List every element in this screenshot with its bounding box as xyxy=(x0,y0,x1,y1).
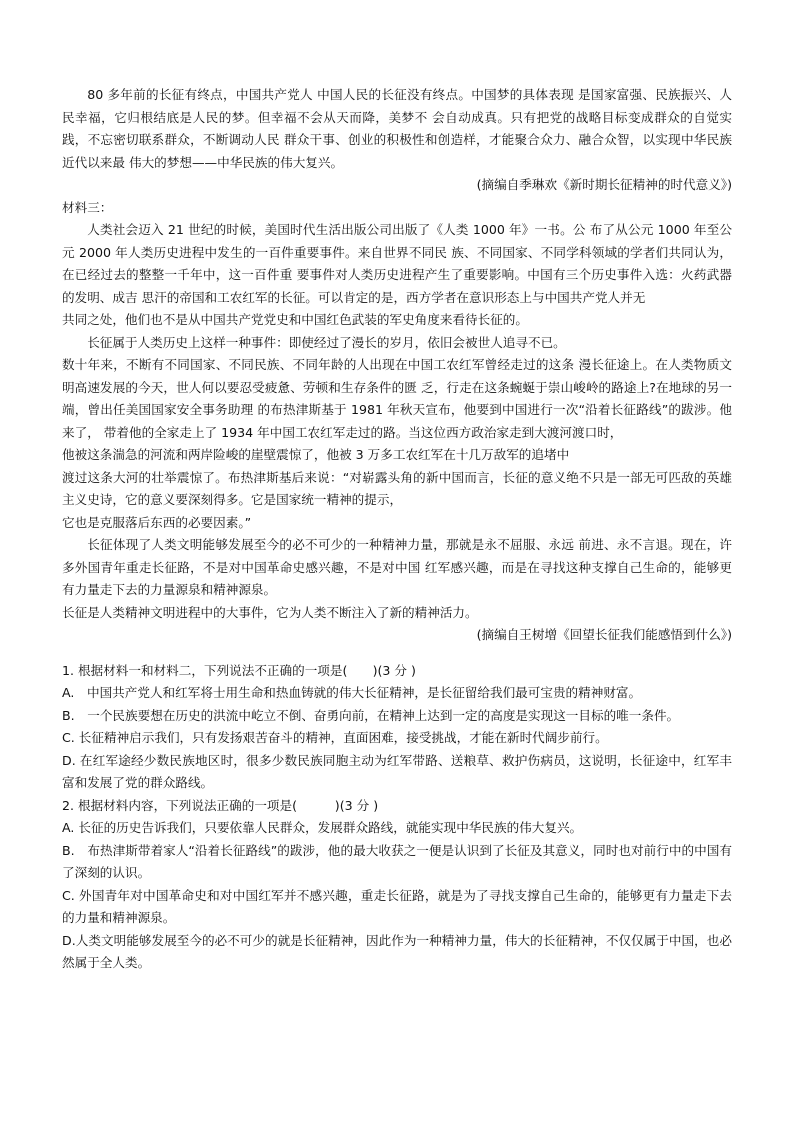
question-1 xyxy=(62,660,732,795)
section-gap xyxy=(62,647,732,660)
source-citation-2: (摘编自王树增《回望长征我们能感悟到什么》) xyxy=(476,627,732,642)
question-option-b: B. 一个民族要想在历史的洪流中屹立不倒、奋勇向前，在精神上达到一定的高度是实现这一目标的唯一条件。 xyxy=(62,707,680,723)
source-citation-1: (摘编自季琳欢《新时期长征精神的时代意义》) xyxy=(476,177,732,192)
material-three-heading: 材料三： xyxy=(62,199,113,215)
paragraph-brzezinski: 数十年来，不断有不同国家、不同民族、不同年龄的人出现在中国工农红军曾经走过的这条 漫长征途上。在人类物质文明高速发展的今天，世人何以要忍受疲惫、劳顿和生存条件的匮 乏，行走在这条蜿蜒于崇山峻岭的路途上?在地球的另一端，曾出任美国国家安全事务助理 的布热津斯基于 1981 年秋天宣布，他要到中国进行一次“沿着长征路线”的跋涉。他来了， 带着他的全家走上了 1934 年中国工农红军走过的路。当这位西方政治家走到大渡河渡口时， xyxy=(62,357,732,440)
question-option-a: A. 中国共产党人和红军将士用生命和热血铸就的伟大长征精神，是长征留给我们最可宝贵的精神财富。 xyxy=(62,685,642,700)
question-option-a: A. 长征的历史告诉我们，只要依靠人民群众，发展群众路线，就能实现中华民族的伟大复兴。 xyxy=(62,820,583,835)
paragraph-long-march-event: 长征属于人类历史上这样一种事件：即使经过了漫长的岁月，依旧会被世人追寻不已。 xyxy=(87,334,566,350)
paragraph-quote-end: 它也是克服落后东西的必要因素。” xyxy=(62,514,252,530)
question-option-d: D.人类文明能够发展至今的必不可少的就是长征精神，因此作为一种精神力量，伟大的长征精神，不仅仅属于中国，也必然属于全人类。 xyxy=(62,932,732,970)
document-page xyxy=(62,84,732,975)
paragraph-material-two-end: 80 多年前的长征有终点，中国共产党人 中国人民的长征没有终点。中国梦的具体表现 是国家富强、民族振兴、人民幸福，它归根结底是人民的梦。但幸福不会从天而降，美梦不 会自动成真。只有把党的战略目标变成群众的自觉实践，不忘密切联系群众，不断调动人民 群众干事、创业的积极性和创造样，才能聚合众力、融合众智，以实现中华民族近代以来最 伟大的梦想——中华民族的伟大复兴。 xyxy=(62,87,732,170)
question-option-b: B. 布热津斯带着家人“沿着长征路线”的跋涉，他的最大收获之一便是认识到了长征及其意义，同时也对前行中的中国有了深刻的认识。 xyxy=(62,842,732,880)
question-2 xyxy=(62,795,732,975)
paragraph-spirit: 长征体现了人类文明能够发展至今的必不可少的一种精神力量，那就是永不屈服、永远 前进、永不言退。现在，许多外国青年重走长征路，不是对中国革命史感兴趣，不是对中国 红军感兴趣，而是在寻找这种支撑自己生命的，能够更有力量走下去的力量源泉和精神源泉。 xyxy=(62,537,732,597)
paragraph-1000-years: 人类社会迈入 21 世纪的时候，美国时代生活出版公司出版了《人类 1000 年》一书。公 布了从公元 1000 年至公元 2000 年人类历史进程中发生的一百件重要事件。来自世界不同民 族、不同国家、不同学科领域的学者们共同认为，在已经过去的整整一千年中，这一百件重 要事件对人类历史进程产生了重要影响。中国有三个历史事件入选：火药武器的发明、成吉 思汗的帝国和工农红军的长征。可以肯定的是，西方学者在意识形态上与中国共产党人并无 xyxy=(62,222,732,305)
paragraph-quote: 渡过这条大河的壮举震惊了。布热津斯基后来说：“对崭露头角的新中国而言，长征的意义绝不只是一部无可匹敌的英雄主义史诗，它的意义要深刻得多。它是国家统一精神的提示， xyxy=(62,469,732,507)
question-option-c: C. 外国青年对中国革命史和对中国红军并不感兴趣，重走长征路，就是为了寻找支撑自己生命的，能够更有力量走下去的力量和精神源泉。 xyxy=(62,887,732,925)
question-option-c: C. 长征精神启示我们，只有发扬艰苦奋斗的精神，直面困难，接受挑战，才能在新时代阔步前行。 xyxy=(62,730,608,745)
question-option-d: D. 在红军途经少数民族地区时，很多少数民族同胞主动为红军带路、送粮草、救护伤病员，这说明，长征途中，红军丰富和发展了党的群众路线。 xyxy=(62,752,732,790)
paragraph-milestone: 长征是人类精神文明进程中的大事件，它为人类不断注入了新的精神活力。 xyxy=(62,604,478,620)
question-stem: 2. 根据材料内容，下列说法正确的一项是( )(3 分 ) xyxy=(62,797,379,813)
question-stem: 1. 根据材料一和材料二，下列说法不正确的一项是( )(3 分 ) xyxy=(62,662,416,678)
paragraph-common-ground: 共同之处，他们也不是从中国共产党党史和中国红色武装的军史角度来看待长征的。 xyxy=(62,312,528,327)
paragraph-shocked: 他被这条湍急的河流和两岸险峻的崖壁震惊了，他被 3 万多工农红军在十几万敌军的追堵中 xyxy=(62,447,570,462)
